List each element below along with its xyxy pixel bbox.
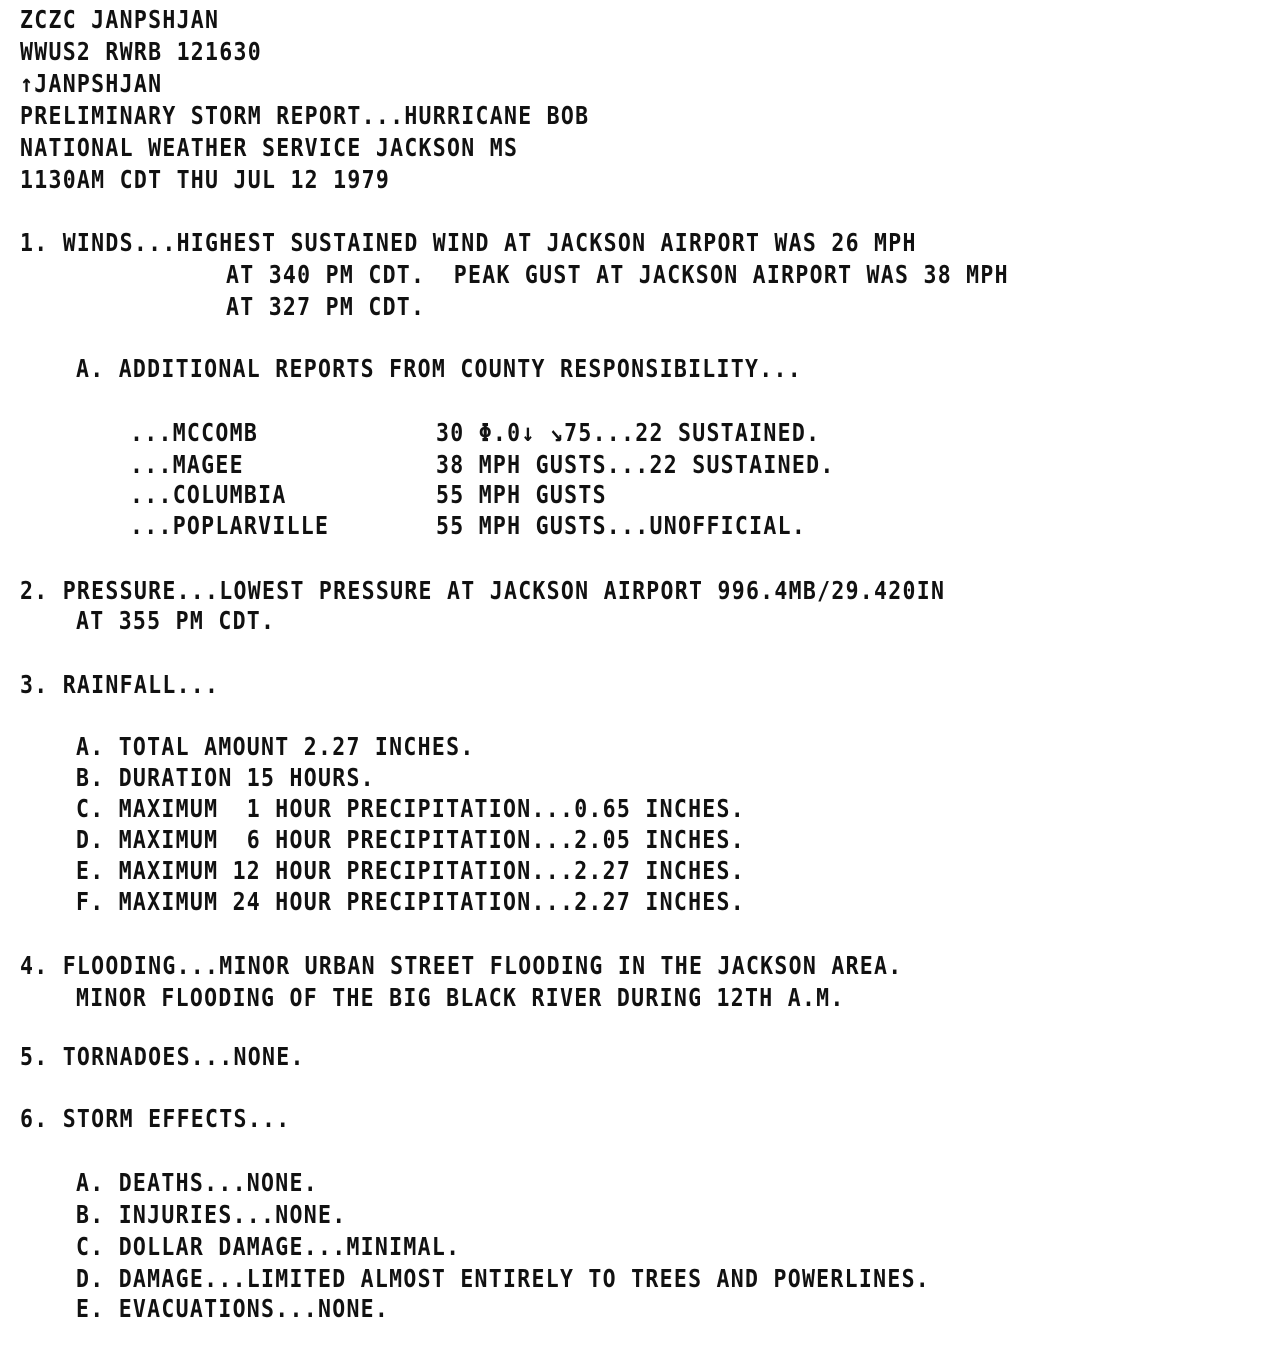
winds-line-3: AT 327 PM CDT. — [226, 292, 426, 321]
winds-line-1: 1. WINDS...HIGHEST SUSTAINED WIND AT JACKSON AIRPORT WAS 26 MPH — [20, 228, 917, 257]
storm-effects-item: A. DEATHS...NONE. — [76, 1168, 318, 1197]
report-value-columbia: 55 MPH GUSTS — [436, 480, 607, 509]
pressure-line-1: 2. PRESSURE...LOWEST PRESSURE AT JACKSON AIRPORT 996.4MB/29.420IN — [20, 576, 946, 605]
header-line-janpshjan: ↑JANPSHJAN — [20, 69, 163, 98]
rainfall-item: C. MAXIMUM 1 HOUR PRECIPITATION...0.65 INCHES. — [76, 794, 746, 823]
storm-effects-item: E. EVACUATIONS...NONE. — [76, 1294, 390, 1323]
report-value-mccomb: 30 Φ.0↓ ↘75...22 SUSTAINED. — [436, 418, 821, 447]
tornadoes-line: 5. TORNADOES...NONE. — [20, 1042, 305, 1071]
storm-effects-heading: 6. STORM EFFECTS... — [20, 1104, 291, 1133]
report-value-poplarville: 55 MPH GUSTS...UNOFFICIAL. — [436, 511, 807, 540]
header-line-wwus2: WWUS2 RWRB 121630 — [20, 37, 262, 66]
rainfall-item: A. TOTAL AMOUNT 2.27 INCHES. — [76, 732, 475, 761]
winds-line-2: AT 340 PM CDT. PEAK GUST AT JACKSON AIRPORT WAS 38 MPH — [226, 260, 1009, 289]
storm-effects-item: D. DAMAGE...LIMITED ALMOST ENTIRELY TO TREES AND POWERLINES. — [76, 1264, 931, 1293]
pressure-line-2: AT 355 PM CDT. — [76, 606, 276, 635]
rainfall-item: B. DURATION 15 HOURS. — [76, 763, 375, 792]
header-line-zczc: ZCZC JANPSHJAN — [20, 5, 220, 34]
rainfall-item: D. MAXIMUM 6 HOUR PRECIPITATION...2.05 INCHES. — [76, 825, 746, 854]
report-place-magee: ...MAGEE — [130, 450, 244, 479]
storm-effects-item: B. INJURIES...NONE. — [76, 1200, 347, 1229]
flooding-line-2: MINOR FLOODING OF THE BIG BLACK RIVER DURING 12TH A.M. — [76, 983, 845, 1012]
report-place-poplarville: ...POPLARVILLE — [130, 511, 330, 540]
rainfall-item: E. MAXIMUM 12 HOUR PRECIPITATION...2.27 INCHES. — [76, 856, 746, 885]
report-office: NATIONAL WEATHER SERVICE JACKSON MS — [20, 133, 519, 162]
winds-additional-reports-heading: A. ADDITIONAL REPORTS FROM COUNTY RESPONSIBILITY... — [76, 354, 802, 383]
report-place-mccomb: ...MCCOMB — [130, 418, 259, 447]
storm-effects-item: C. DOLLAR DAMAGE...MINIMAL. — [76, 1232, 461, 1261]
rainfall-item: F. MAXIMUM 24 HOUR PRECIPITATION...2.27 INCHES. — [76, 887, 746, 916]
rainfall-heading: 3. RAINFALL... — [20, 670, 220, 699]
report-title: PRELIMINARY STORM REPORT...HURRICANE BOB — [20, 101, 590, 130]
report-place-columbia: ...COLUMBIA — [130, 480, 287, 509]
flooding-line-1: 4. FLOODING...MINOR URBAN STREET FLOODING IN THE JACKSON AREA. — [20, 951, 903, 980]
report-value-magee: 38 MPH GUSTS...22 SUSTAINED. — [436, 450, 835, 479]
report-datetime: 1130AM CDT THU JUL 12 1979 — [20, 165, 391, 194]
